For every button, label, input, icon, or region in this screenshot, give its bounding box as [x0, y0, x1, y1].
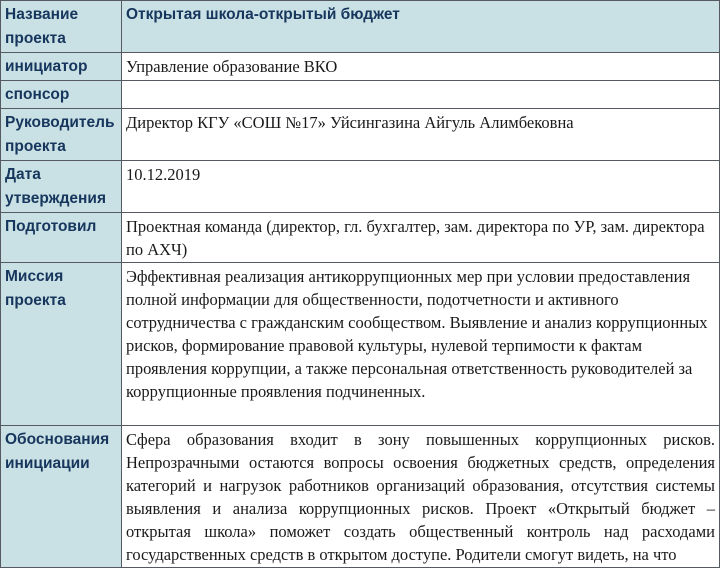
row-justification	[1, 426, 720, 568]
value-mission: Эффективная реализация антикоррупционных мер при условии предоставления полной информации для общественности, подотчетности и активного сотрудничества с гражданским сообществом. Выявление и анализ коррупционных рисков, формирование правовой культуры, нулевой терпимости к фактам проявления коррупции, а также персональная ответственность руководителей за коррупционные проявления подчиненных.	[122, 263, 720, 426]
value-justification: Сфера образования входит в зону повышенных коррупционных рисков. Непрозрачными остаются вопросы освоения бюджетных средств, определения категорий и нагрузок работников организаций образования, отсутствия системы выявления и анализа коррупционных рисков. Проект «Открытый бюджет – открытая школа» поможет создать общественный контроль над расходами государственных средств в открытом доступе. Родители смогут видеть, на что	[122, 426, 720, 568]
value-initiator: Управление образование ВКО	[122, 53, 720, 81]
row-project-manager	[1, 109, 720, 161]
label-approval-date: Дата утверждения	[1, 161, 122, 213]
row-sponsor	[1, 81, 720, 109]
value-sponsor	[122, 81, 720, 109]
label-project-manager: Руководитель проекта	[1, 109, 122, 161]
row-mission	[1, 263, 720, 426]
value-prepared-by: Проектная команда (директор, гл. бухгалтер, зам. директора по УР, зам. директора по АХЧ)	[122, 213, 720, 263]
label-mission: Миссия проекта	[1, 263, 122, 426]
value-project-name: Открытая школа-открытый бюджет	[122, 1, 720, 53]
label-prepared-by: Подготовил	[1, 213, 122, 263]
label-project-name: Название проекта	[1, 1, 122, 53]
label-sponsor: спонсор	[1, 81, 122, 109]
row-initiator	[1, 53, 720, 81]
label-initiator: инициатор	[1, 53, 122, 81]
row-prepared-by	[1, 213, 720, 263]
value-project-manager: Директор КГУ «СОШ №17» Уйсингазина Айгуль Алимбековна	[122, 109, 720, 161]
row-approval-date	[1, 161, 720, 213]
label-justification: Обоснования инициации	[1, 426, 122, 568]
row-project-name	[1, 1, 720, 53]
value-approval-date: 10.12.2019	[122, 161, 720, 213]
